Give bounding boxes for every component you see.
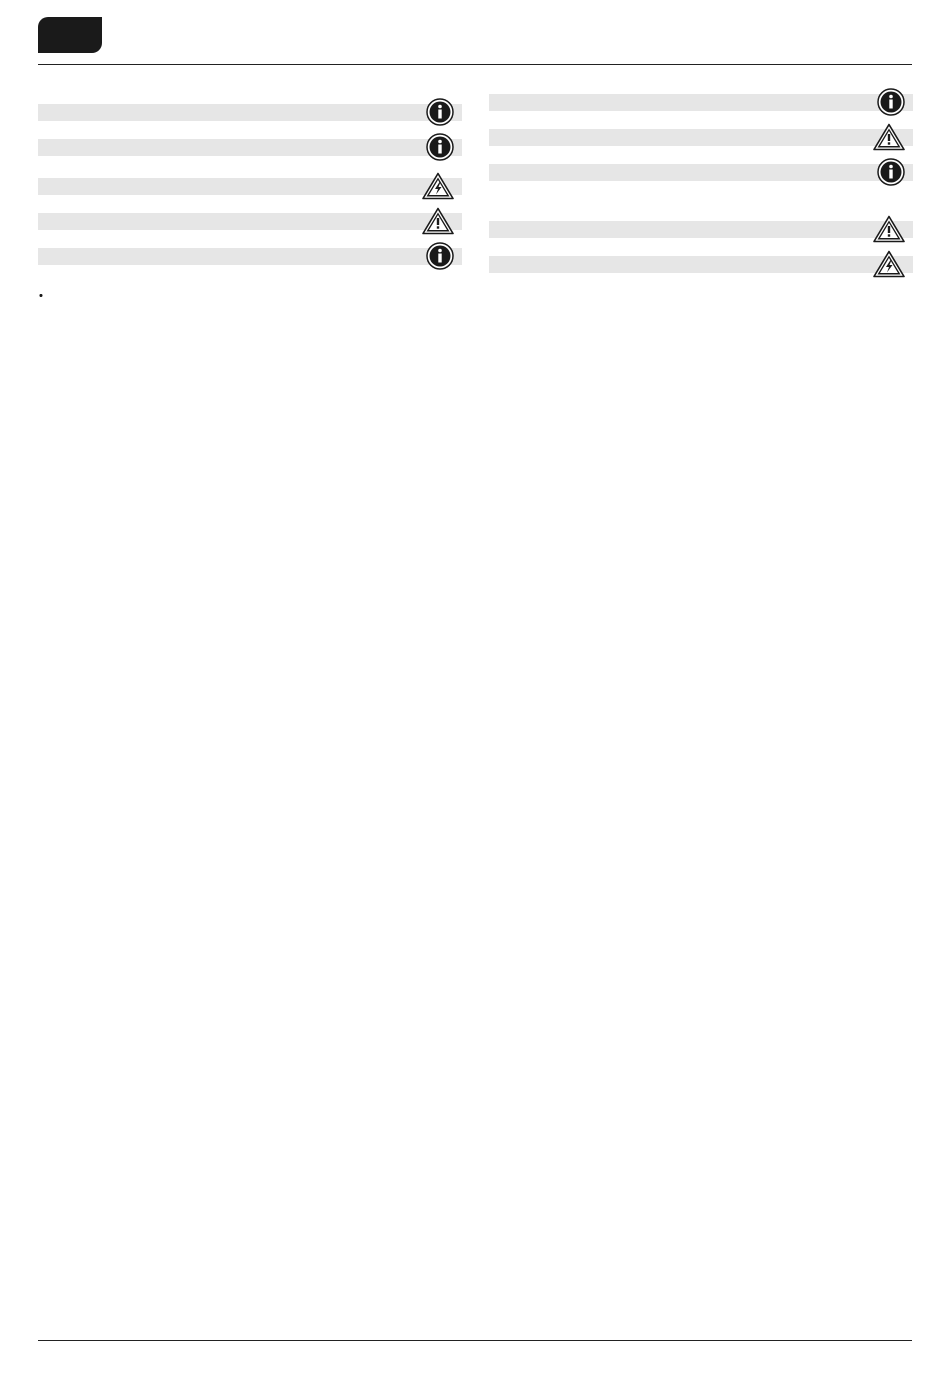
symbol-box-electric-shock <box>38 178 462 195</box>
info-icon <box>426 242 454 270</box>
warning-box-container <box>489 129 913 146</box>
note-box-new-product <box>38 139 462 156</box>
info-icon <box>426 98 454 126</box>
warning-triangle-icon <box>873 215 905 243</box>
info-icon <box>877 88 905 116</box>
note-box-manual-importance <box>38 104 462 121</box>
electric-shock-warning-icon <box>422 172 454 200</box>
page-footer <box>38 1340 912 1341</box>
symbol-box-note <box>38 248 462 265</box>
warning-box-cutting-rollers <box>489 221 913 238</box>
left-column <box>38 80 462 289</box>
right-column <box>489 80 913 273</box>
language-badge <box>38 17 102 53</box>
info-icon <box>426 133 454 161</box>
warning-triangle-icon <box>873 123 905 151</box>
electric-shock-warning-icon <box>873 250 905 278</box>
warning-box-electric-shock <box>489 256 913 273</box>
info-icon <box>877 158 905 186</box>
symbol-box-warning <box>38 213 462 230</box>
warning-triangle-icon <box>422 207 454 235</box>
page-header <box>38 12 912 65</box>
note-box-commercial-use <box>489 164 913 181</box>
note-box-private-use <box>489 94 913 111</box>
